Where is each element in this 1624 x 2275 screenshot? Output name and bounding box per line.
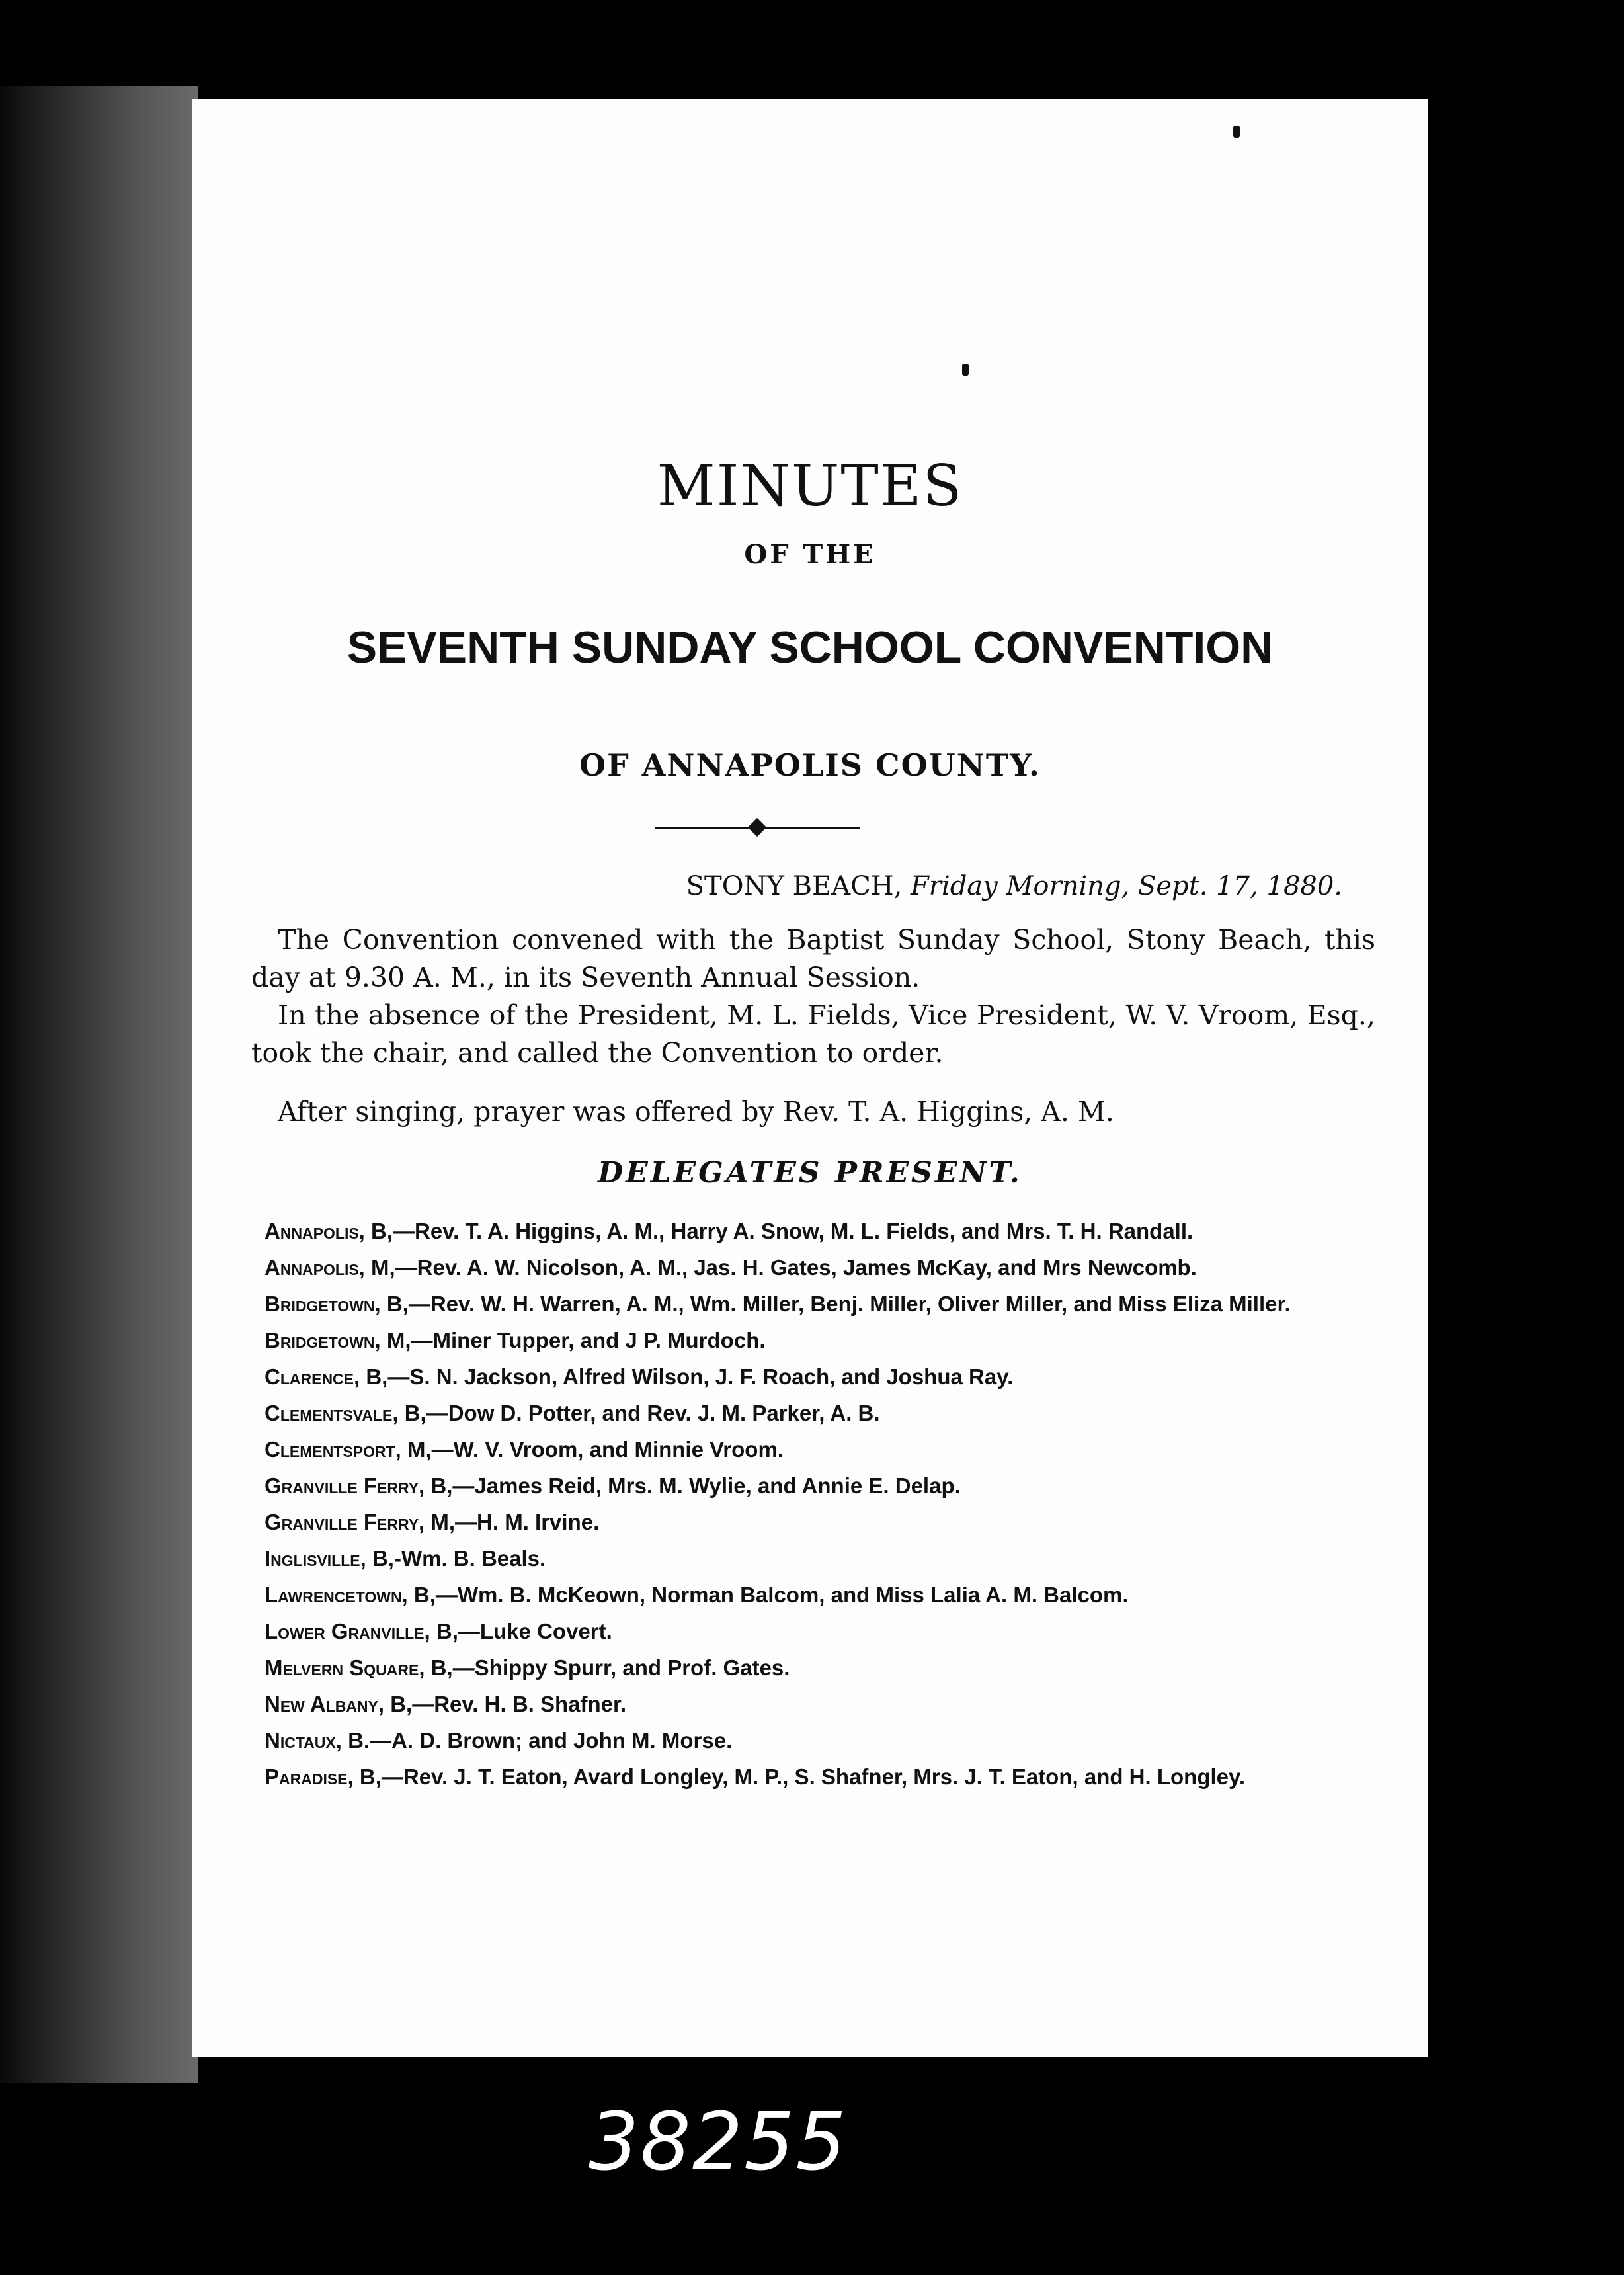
paragraph: After singing, prayer was offered by Rev. T. A. Higgins, A. M.: [278, 1096, 1114, 1128]
delegate-entry: [231, 1762, 1375, 1792]
paragraph: The Convention convened with the Baptist Sunday School, Stony Beach, this day at 9.30 A. M., in its Seventh Annual Session.: [251, 924, 1375, 993]
delegate-names: —A. D. Brown; and John M. Morse.: [370, 1728, 733, 1753]
delegate-place: Annapolis, M,: [264, 1255, 395, 1280]
delegate-place: Melvern Square, B,: [264, 1655, 453, 1680]
delegate-place: Bridgetown, M,: [264, 1328, 411, 1352]
delegate-names: —Shippy Spurr, and Prof. Gates.: [452, 1655, 790, 1680]
delegate-names: —Rev. J. T. Eaton, Avard Longley, M. P., S. Shafner, Mrs. J. T. Eaton, and H. Longley.: [381, 1764, 1246, 1789]
delegate-place: Paradise, B,: [264, 1764, 382, 1789]
delegate-entry: [231, 1435, 1375, 1464]
delegate-names: —Dow D. Potter, and Rev. J. M. Parker, A. B.: [426, 1401, 880, 1425]
convention-title: SEVENTH SUNDAY SCHOOL CONVENTION: [346, 622, 1274, 673]
delegate-entry: [231, 1690, 1375, 1719]
delegate-place: Nictaux, B.: [264, 1728, 370, 1753]
delegate-names: —Miner Tupper, and J P. Murdoch.: [411, 1328, 766, 1352]
delegate-names: —H. M. Irvine.: [455, 1510, 600, 1534]
delegate-entry: [231, 1544, 1375, 1573]
delegate-names: —W. V. Vroom, and Minnie Vroom.: [431, 1437, 784, 1462]
delegate-place: Clarence, B,: [264, 1364, 388, 1389]
delegate-place: Clementsport, M,: [264, 1437, 432, 1462]
delegate-entry: [231, 1617, 1375, 1646]
dateline: [251, 871, 1342, 901]
delegate-entry: [231, 1508, 1375, 1537]
delegates-heading: DELEGATES PRESENT.: [598, 1156, 1022, 1190]
speck-mark: [962, 364, 969, 376]
handwritten-number: 38255: [589, 2096, 848, 2188]
delegate-entry: [231, 1253, 1375, 1282]
delegate-entry: [231, 1581, 1375, 1610]
delegate-names: —James Reid, Mrs. M. Wylie, and Annie E. Delap.: [452, 1473, 961, 1498]
delegate-place: Lower Granville, B,: [264, 1619, 458, 1643]
delegate-entry: [231, 1326, 1375, 1355]
delegate-entry: [231, 1726, 1375, 1755]
delegate-entry: [231, 1399, 1375, 1428]
county-subtitle: OF ANNAPOLIS COUNTY.: [579, 747, 1041, 783]
book-spine: [0, 86, 198, 2083]
delegate-names: -Wm. B. Beals.: [393, 1546, 546, 1571]
delegate-place: Inglisville, B,: [264, 1546, 394, 1571]
delegate-place: Clementsvale, B,: [264, 1401, 426, 1425]
of-the-line: OF THE: [744, 539, 876, 570]
delegates-list: [231, 1217, 1375, 1799]
delegate-entry: [231, 1362, 1375, 1391]
delegate-place: New Albany, B,: [264, 1692, 413, 1716]
speck-mark: [1233, 126, 1240, 138]
delegate-names: —S. N. Jackson, Alfred Wilson, J. F. Roach, and Joshua Ray.: [387, 1364, 1014, 1389]
delegate-names: —Rev. W. H. Warren, A. M., Wm. Miller, Benj. Miller, Oliver Miller, and Miss Eliza Miller.: [408, 1292, 1291, 1316]
delegate-entry: [231, 1290, 1375, 1319]
delegate-names: —Rev. A. W. Nicolson, A. M., Jas. H. Gates, James McKay, and Mrs Newcomb.: [395, 1255, 1197, 1280]
delegate-entry: [231, 1471, 1375, 1501]
delegate-names: —Luke Covert.: [458, 1619, 612, 1643]
ornament-diamond: [748, 818, 766, 837]
delegate-place: Annapolis, B,: [264, 1219, 393, 1243]
dateline-place: STONY BEACH,: [686, 871, 903, 901]
delegate-place: Granville Ferry, B,: [264, 1473, 453, 1498]
delegate-place: Lawrencetown, B,: [264, 1583, 436, 1607]
delegate-entry: [231, 1217, 1375, 1246]
document-page: [192, 99, 1428, 2057]
delegate-place: Granville Ferry, M,: [264, 1510, 456, 1534]
delegate-names: —Rev. H. B. Shafner.: [412, 1692, 627, 1716]
page-title: MINUTES: [657, 453, 963, 519]
delegate-entry: [231, 1653, 1375, 1682]
paragraph: In the absence of the President, M. L. Fields, Vice President, W. V. Vroom, Esq., took the chair, and called the Convention to order.: [251, 999, 1375, 1069]
delegate-names: —Rev. T. A. Higgins, A. M., Harry A. Snow, M. L. Fields, and Mrs. T. H. Randall.: [393, 1219, 1194, 1243]
dateline-when: Friday Morning, Sept. 17, 1880.: [911, 871, 1342, 901]
delegate-place: Bridgetown, B,: [264, 1292, 409, 1316]
delegate-names: —Wm. B. McKeown, Norman Balcom, and Miss Lalia A. M. Balcom.: [435, 1583, 1129, 1607]
